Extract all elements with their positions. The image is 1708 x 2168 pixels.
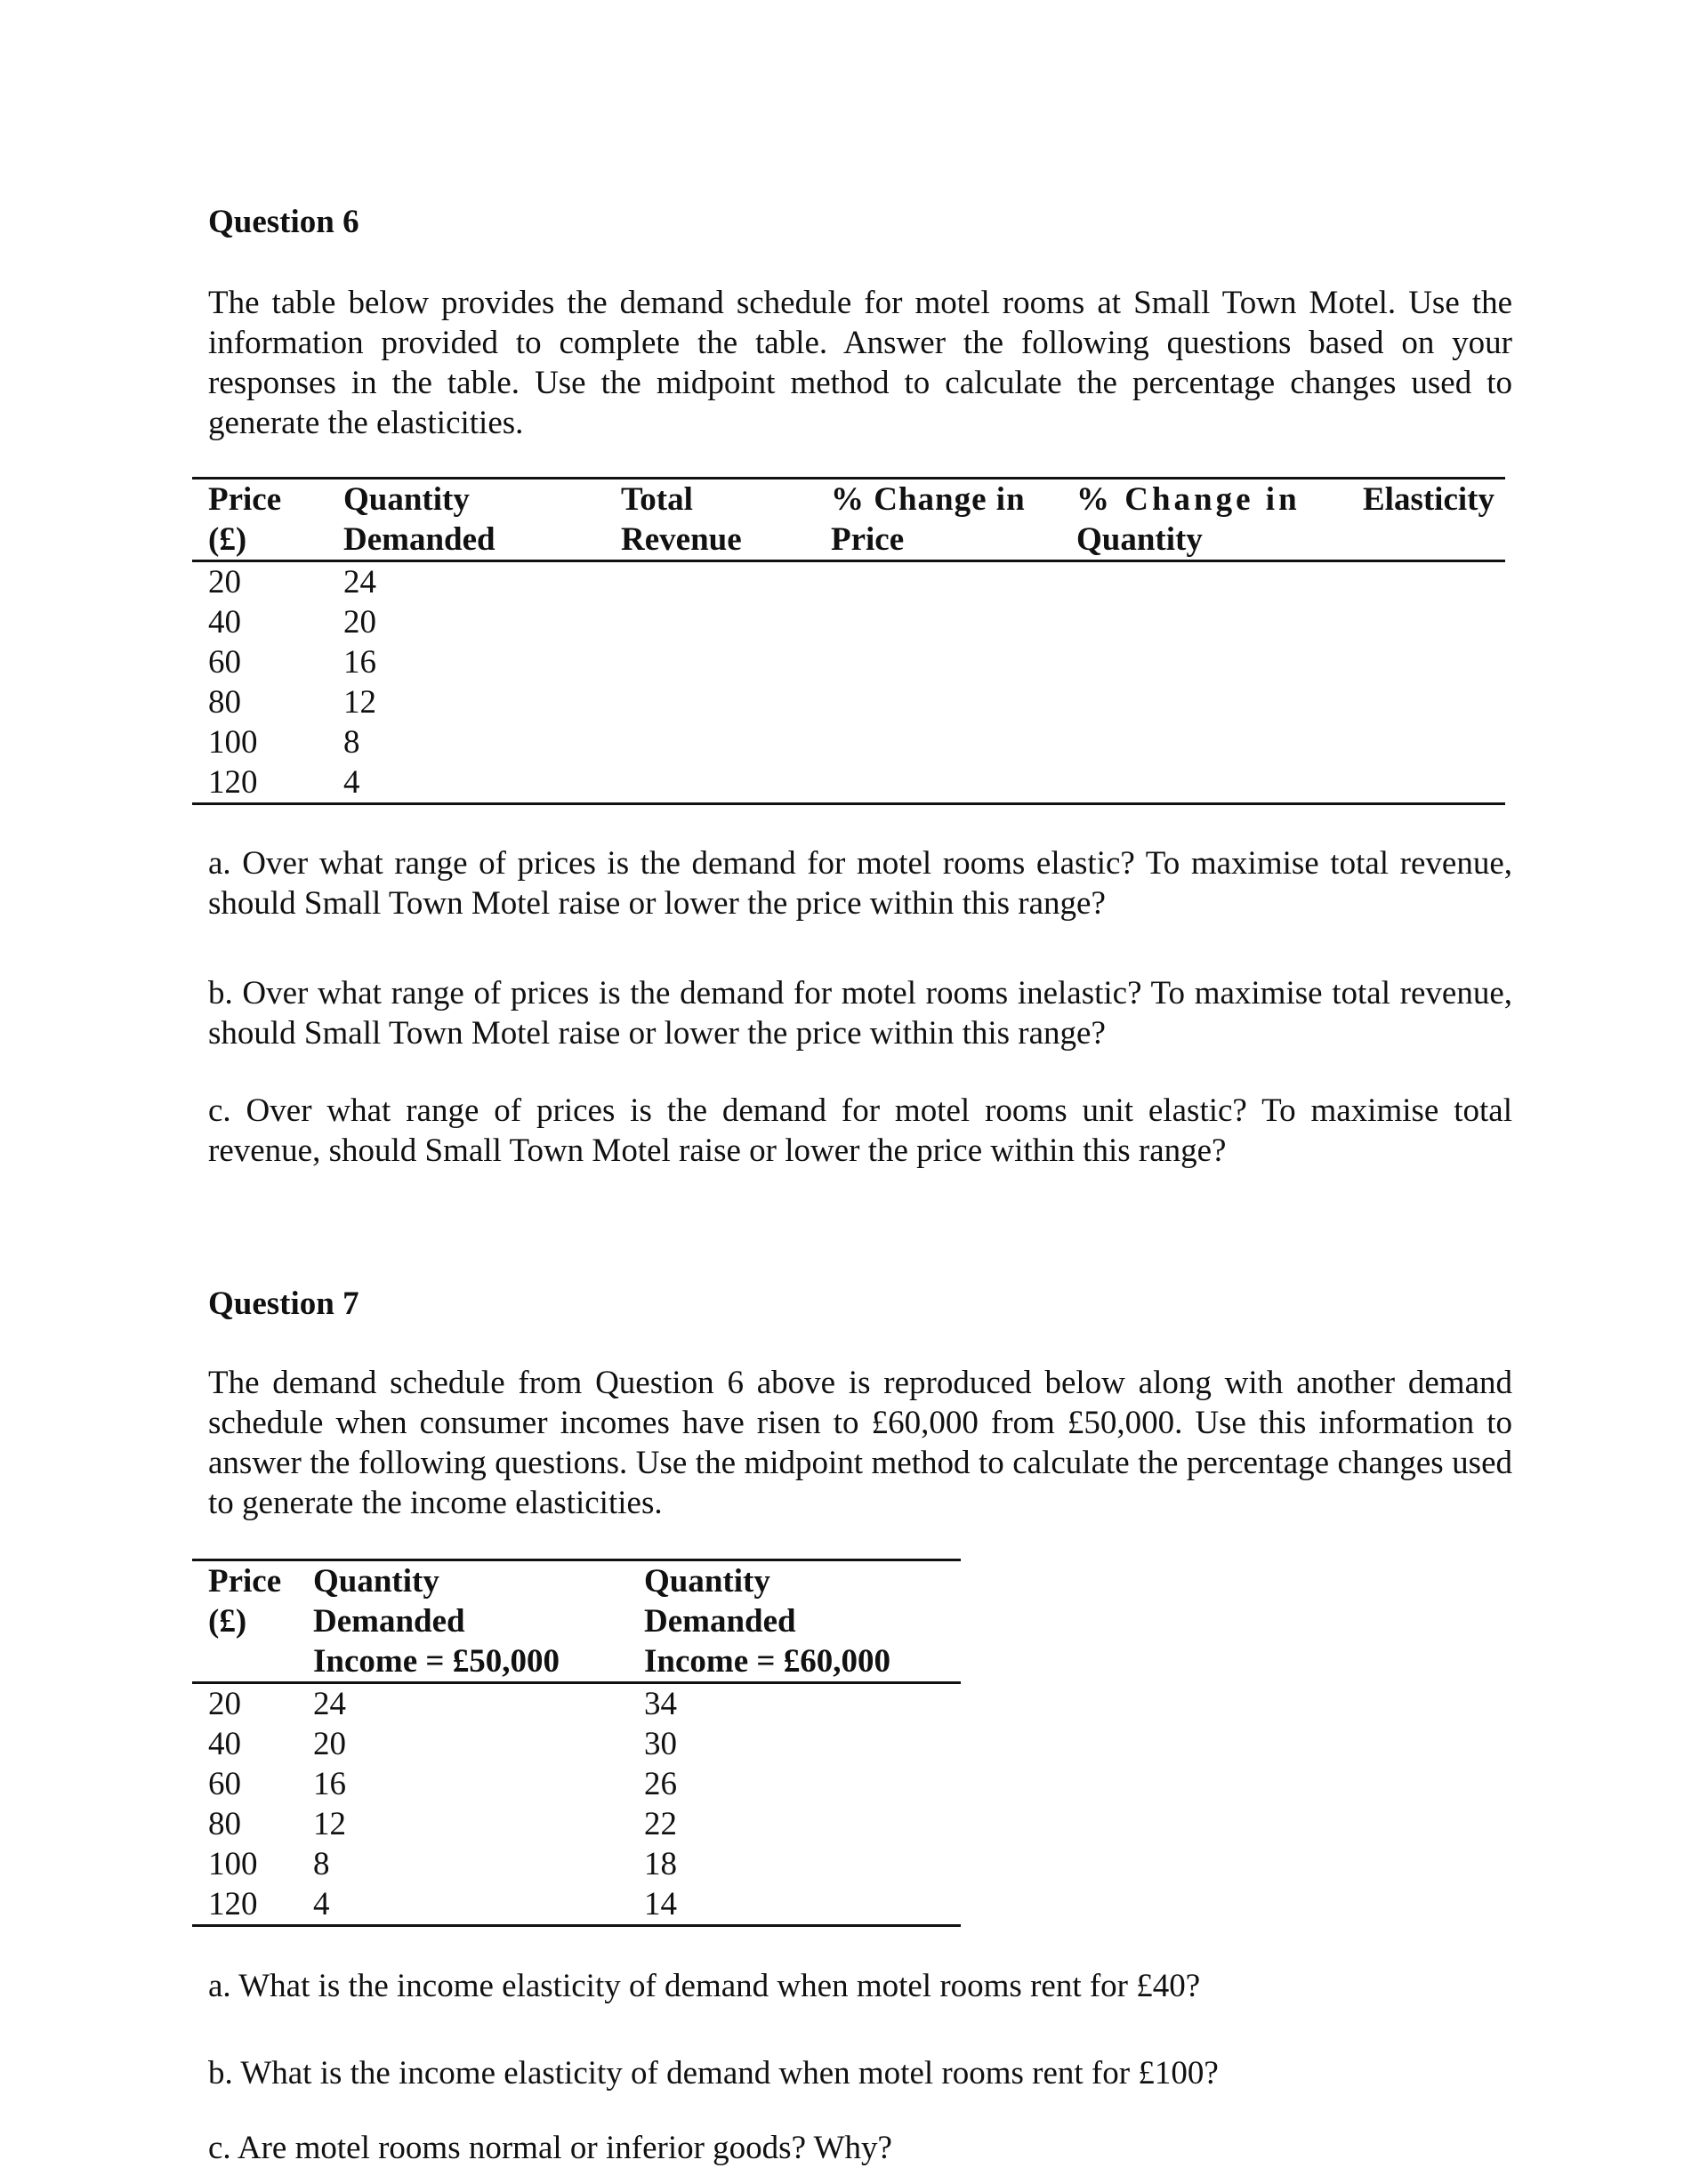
header-total-revenue: Total Revenue <box>605 479 815 561</box>
question-6c: c. Over what range of prices is the demand for motel rooms unit elastic? To maximise total revenue, should Small Town Motel raise or lower the price within this range? <box>208 1092 1512 1169</box>
header-quantity-income-60000: Quantity Demanded Income = £60,000 <box>628 1560 961 1683</box>
cell-quantity-60000: 26 <box>644 1766 677 1802</box>
table-row <box>192 762 1505 804</box>
question-7b: b. What is the income elasticity of demand when motel rooms rent for £100? <box>208 2055 1219 2091</box>
table-row <box>192 1804 961 1844</box>
cell-quantity-50000: 12 <box>313 1806 346 1842</box>
cell-quantity-60000: 14 <box>628 1884 961 1926</box>
table-row <box>192 602 1505 642</box>
cell-price: 100 <box>208 724 258 761</box>
question-7a: a. What is the income elasticity of demand when motel rooms rent for £40? <box>208 1968 1201 2004</box>
table-row <box>192 682 1505 722</box>
income-demand-table <box>192 1559 961 1927</box>
cell-quantity-50000: 24 <box>313 1686 346 1722</box>
cell-quantity-50000: 8 <box>313 1846 330 1882</box>
question-7-intro: The demand schedule from Question 6 above is reproduced below along with another demand schedule when consumer incomes have risen to £60,000 from £50,000. Use this information to answer the following questions. Use the midpoint method to calculate the percentage changes used to generate the income elasticities. <box>208 1365 1512 1521</box>
header-quantity-demanded: Quantity Demanded <box>327 479 605 561</box>
cell-quantity: 16 <box>343 644 376 681</box>
cell-quantity-60000: 18 <box>644 1846 677 1882</box>
table-row <box>192 1724 961 1764</box>
table-row <box>192 722 1505 762</box>
question-6b: b. Over what range of prices is the demand for motel rooms inelastic? To maximise total revenue, should Small Town Motel raise or lower the price within this range? <box>208 975 1512 1052</box>
header-price: Price (£) <box>192 1560 297 1683</box>
table-header-row <box>192 479 1505 561</box>
table-row <box>192 1844 961 1884</box>
cell-price: 20 <box>208 564 241 600</box>
cell-quantity-50000: 4 <box>297 1884 628 1926</box>
cell-quantity-60000: 34 <box>644 1686 677 1722</box>
cell-price: 80 <box>208 1806 241 1842</box>
question-7c: c. Are motel rooms normal or inferior goods? Why? <box>208 2130 892 2166</box>
cell-quantity: 8 <box>343 724 360 761</box>
table-row <box>192 1764 961 1804</box>
demand-schedule-table <box>192 477 1505 805</box>
cell-quantity-50000: 16 <box>313 1766 346 1802</box>
header-price: Price (£) <box>192 479 327 561</box>
cell-quantity-60000: 30 <box>644 1726 677 1762</box>
cell-price: 60 <box>208 1766 241 1802</box>
header-change-quantity: % Change in Quantity <box>1060 479 1347 561</box>
question-6-intro: The table below provides the demand schedule for motel rooms at Small Town Motel. Use the information provided to complete the table. Answer the following questions based on your responses in the table. Use the midpoint method to calculate the percentage changes used to generate the elasticities. <box>208 285 1512 441</box>
table-row <box>192 642 1505 682</box>
cell-price: 60 <box>208 644 241 681</box>
header-elasticity: Elasticity <box>1347 479 1505 561</box>
question-7-heading: Question 7 <box>208 1285 359 1322</box>
cell-price: 40 <box>208 1726 241 1762</box>
cell-price: 40 <box>208 604 241 641</box>
header-change-price: % Change in Price <box>815 479 1060 561</box>
cell-price: 80 <box>208 684 241 721</box>
question-6-heading: Question 6 <box>208 204 359 240</box>
cell-quantity: 24 <box>343 564 376 600</box>
cell-price: 120 <box>192 762 327 804</box>
cell-quantity: 20 <box>343 604 376 641</box>
cell-price: 20 <box>208 1686 241 1722</box>
cell-quantity-60000: 22 <box>644 1806 677 1842</box>
table-row <box>192 1884 961 1926</box>
cell-quantity-50000: 20 <box>313 1726 346 1762</box>
cell-price: 120 <box>192 1884 297 1926</box>
cell-quantity: 4 <box>327 762 605 804</box>
cell-quantity: 12 <box>343 684 376 721</box>
table-row <box>192 1683 961 1725</box>
table-header-row <box>192 1560 961 1683</box>
cell-price: 100 <box>208 1846 258 1882</box>
table-row <box>192 561 1505 603</box>
question-6a: a. Over what range of prices is the demand for motel rooms elastic? To maximise total revenue, should Small Town Motel raise or lower the price within this range? <box>208 845 1512 922</box>
header-quantity-income-50000: Quantity Demanded Income = £50,000 <box>297 1560 628 1683</box>
